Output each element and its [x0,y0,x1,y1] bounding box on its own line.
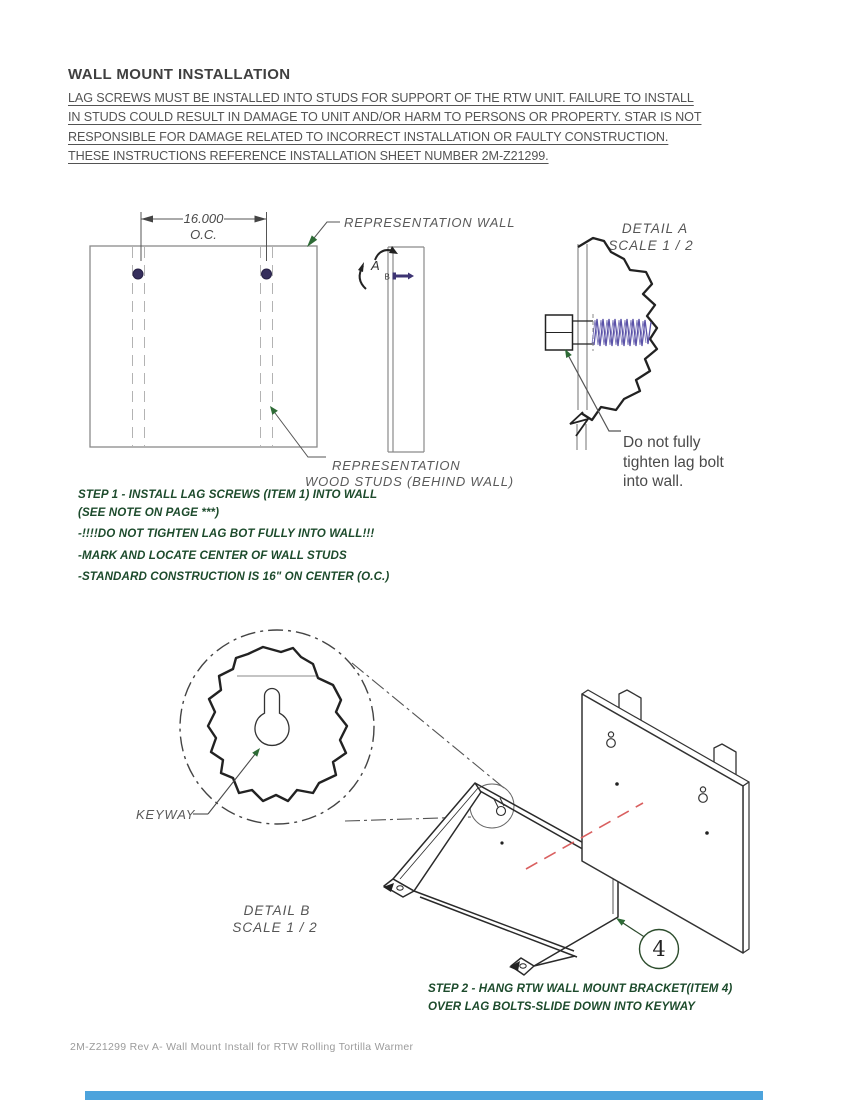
detail-marker-b: B [384,272,390,282]
warning-line: IN STUDS COULD RESULT IN DAMAGE TO UNIT AND/OR HARM TO PERSONS OR PROPERTY. STAR IS NOT [68,110,702,125]
document-reference: 2M-Z21299 Rev A- Wall Mount Install for RTW Rolling Tortilla Warmer [70,1041,414,1053]
lag-bolt-note [623,433,724,492]
bracket-keyway-hole [497,807,506,816]
detail-marker-a: A [371,258,380,273]
step2-line: STEP 2 - HANG RTW WALL MOUNT BRACKET(ITEM 4) [428,982,733,995]
warning-line: RESPONSIBLE FOR DAMAGE RELATED TO INCORRECT INSTALLATION OR FAULTY CONSTRUCTION. [68,129,669,144]
panel-keyhole [699,794,708,803]
lag-bolt-detail-icon [546,314,652,351]
note-line: Do not fully [623,434,701,451]
note-line: into wall. [623,473,684,490]
detail-a-drawing [546,221,694,450]
wall-panel-isometric [582,690,749,953]
dimension-value: 16.000 [183,211,224,226]
step1-line: STEP 1 - INSTALL LAG SCREWS (ITEM 1) INTO WALL [78,488,378,501]
warning-line: LAG SCREWS MUST BE INSTALLED INTO STUDS FOR SUPPORT OF THE RTW UNIT. FAILURE TO INSTALL [68,91,694,105]
lag-screw-right [262,269,272,279]
detail-b-title: DETAIL B [243,903,311,918]
step2-line: OVER LAG BOLTS-SLIDE DOWN INTO KEYWAY [428,999,696,1013]
panel-keyhole [607,739,616,748]
page-title: WALL MOUNT INSTALLATION [68,66,291,83]
leader-arrow-icon [616,918,625,926]
warning-paragraph [68,89,728,166]
representation-wall-callout [307,215,515,247]
keyway-detail-drawing [136,630,504,824]
warning-line: THESE INSTRUCTIONS REFERENCE INSTALLATION SHEET NUMBER 2M-Z21299. [68,148,549,163]
wall-side-view [358,246,424,452]
representation-wall-label: REPRESENTATION WALL [344,215,516,230]
bottom-accent-bar [85,1091,763,1100]
keyway-label: KEYWAY [136,807,196,822]
note-line: tighten lag bolt [623,453,724,471]
detail-a-scale: SCALE 1 / 2 [608,238,694,253]
lag-bolt-side-icon [393,273,415,280]
lag-screw-left [133,269,143,279]
step2-instructions [428,980,732,1015]
detail-b-title-group [232,903,317,935]
leader-arrow-icon [307,235,317,247]
step1-line: (SEE NOTE ON PAGE ***) [78,506,220,519]
step1-line: -!!!!DO NOT TIGHTEN LAG BOT FULLY INTO WALL!!! [78,527,375,541]
detail-a-title: DETAIL A [621,221,689,236]
wood-studs-label-line2: WOOD STUDS (BEHIND WALL) [305,474,514,489]
dimension-unit: O.C. [190,227,217,242]
detail-b-scale: SCALE 1 / 2 [232,920,318,935]
item-4-callout [616,918,679,969]
step1-line: -STANDARD CONSTRUCTION IS 16" ON CENTER (O.C.) [78,570,390,584]
step1-instructions [78,486,389,586]
wood-studs-label-line1: REPRESENTATION [332,458,461,473]
item-number-balloon: 4 [652,937,666,961]
wall-front-view [90,246,317,447]
step1-line: -MARK AND LOCATE CENTER OF WALL STUDS [78,548,347,562]
